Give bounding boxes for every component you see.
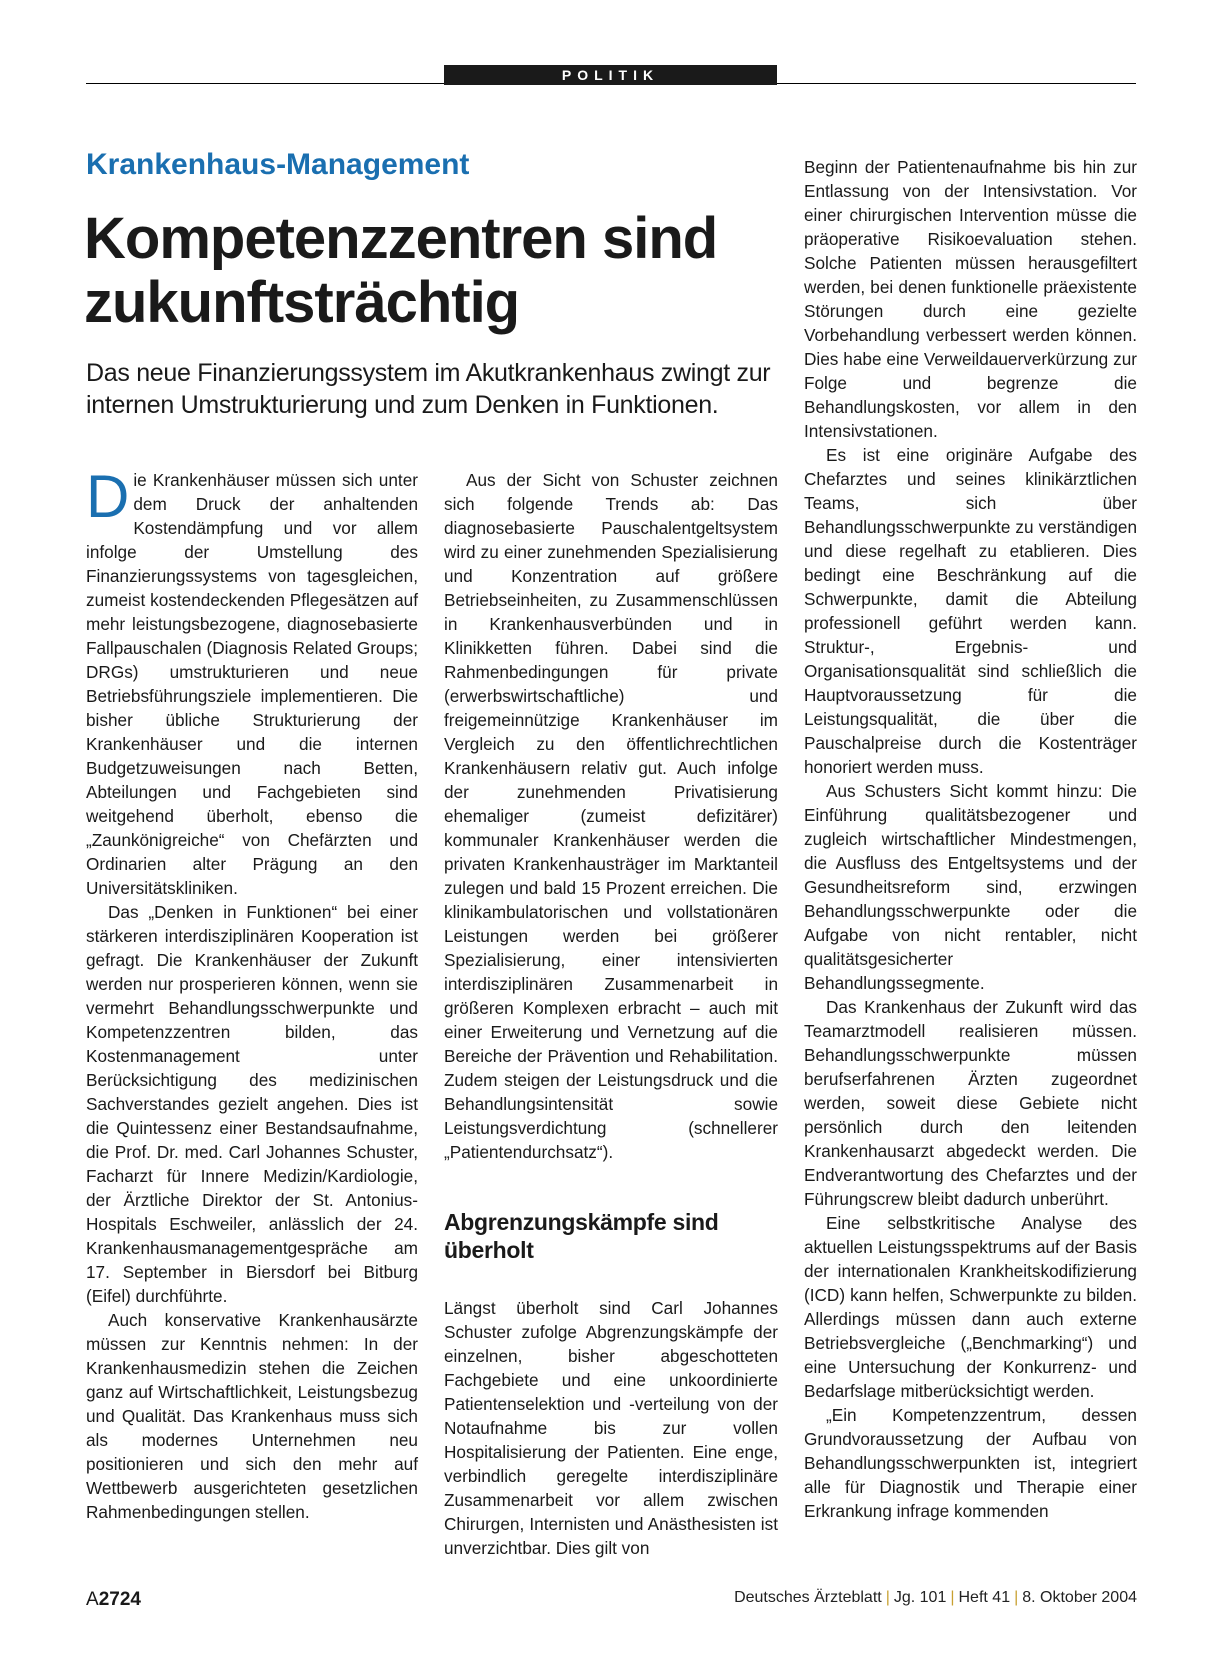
column-2 <box>444 468 778 1560</box>
article-lead: Das neue Finanzierungssystem im Akutkrankenhaus zwingt zur internen Umstrukturierung und zum Denken in Funktionen. <box>86 359 771 419</box>
paragraph: Das „Denken in Funktionen“ bei einer stärkeren interdisziplinären Kooperation ist gefragt. Die Krankenhäuser der Zukunft werden nur prosperieren können, wenn sie vermehrt Behandlungsschwerpunkte und Kompetenzzentren bilden, das Kostenmanagement unter Berücksichtigung des medizinischen Sachverstandes gezielt angehen. Dies ist die Quintessenz einer Bestandsaufnahme, die Prof. Dr. med. Carl Johannes Schuster, Facharzt für Innere Medizin/Kardiologie, der Ärztliche Direktor der St. Antonius-Hospitals Eschweiler, anlässlich der 24. Krankenhausmanagementgespräche am 17. September in Biersdorf bei Bitburg (Eifel) durchführte. <box>86 902 418 1306</box>
paragraph: Aus der Sicht von Schuster zeichnen sich folgende Trends ab: Das diagnosebasierte Pauschalentgeltsystem wird zu einer zunehmenden Spezialisierung und Konzentration auf größere Betriebseinheiten, zu Zusammenschlüssen in Krankenhausverbünden und in Klinikketten führen. Dabei sind die Rahmenbedingungen für private (erwerbswirtschaftliche) und freigemeinnützige Krankenhäuser im Vergleich zu den öffentlichrechtlichen Krankenhäusern relativ gut. Auch infolge der zunehmenden Privatisierung ehemaliger (zumeist defizitärer) kommunaler Krankenhäuser werden die privaten Krankenhausträger im Marktanteil zulegen und bald 15 Prozent erreichen. Die klinikambulatorischen und vollstationären Leistungen werden bei größerer Spezialisierung, einer intensivierten interdisziplinären Zusammenarbeit in größeren Komplexen erbracht – auch mit einer Erweiterung und Vernetzung auf die Bereiche der Prävention und Rehabilitation. Zudem steigen der Leistungsdruck und die Behandlungsintensität sowie Leistungsverdichtung (schnellerer „Patientendurchsatz“). <box>444 470 778 1162</box>
subheading: Abgrenzungskämpfe sind überholt <box>444 1209 719 1263</box>
article-kicker: Krankenhaus-Management <box>86 148 470 181</box>
column-1 <box>86 463 418 1524</box>
journal-issue: Heft 41 <box>958 1589 1011 1606</box>
page-prefix: A <box>86 1589 99 1610</box>
page-number-value: 2724 <box>98 1589 141 1610</box>
dropcap: D <box>86 463 130 530</box>
page-number <box>86 1589 141 1611</box>
paragraph: Beginn der Patientenaufnahme bis hin zur Entlassung von der Intensivstation. Vor einer chirurgischen Intervention müsse die präoperative Risikoevaluation stehen. Solche Patienten müssen herausgefiltert werden, bei denen funktionelle präexistente Störungen durch eine gezielte Vorbehandlung verbessert werden können. Dies habe eine Verweildauerverkürzung zur Folge und begrenze die Behandlungskosten, vor allem in den Intensivstationen. <box>804 157 1137 441</box>
journal-info: Deutsches Ärzteblatt | Jg. 101 | Heft 41 | 8. Oktober 2004 <box>734 1589 1137 1606</box>
journal-volume: Jg. 101 <box>893 1589 947 1606</box>
paragraph-text: ie Krankenhäuser müssen sich unter dem Druck der anhaltenden Kostendämpfung und vor allem infolge der Umstellung des Finanzierungssystems von tagesgleichen, zumeist kostendeckenden Pflegesätzen auf mehr leistungsbezogene, diagnosebasierte Fallpauschalen (Diagnosis Related Groups; DRGs) umstrukturieren und neue Betriebsführungsziele implementieren. Die bisher übliche Strukturierung der Krankenhäuser und die internen Budgetzuweisungen nach Betten, Abteilungen und Fachgebieten sind weitgehend überholt, ebenso die „Zaunkönigreiche“ von Chefärzten und Ordinarien alter Prägung an den Universitätskliniken. <box>86 470 418 898</box>
journal-name: Deutsches Ärzteblatt <box>734 1589 882 1606</box>
paragraph: Längst überholt sind Carl Johannes Schuster zufolge Abgrenzungskämpfe der einzelnen, bisher abgeschotteten Fachgebiete und eine unkoordinierte Patientenselektion und -verteilung von der Notaufnahme bis zur vollen Hospitalisierung der Patienten. Eine enge, verbindlich geregelte interdisziplinäre Zusammenarbeit vor allem zwischen Chirurgen, Internisten und Anästhesisten ist unverzichtbar. Dies gilt von <box>444 1298 778 1558</box>
article-title: Kompetenzzentren sind zukunftsträchtig <box>84 206 718 335</box>
paragraph <box>86 463 418 900</box>
paragraph: Aus Schusters Sicht kommt hinzu: Die Einführung qualitätsbezogener und zugleich wirtschaftlicher Mindestmengen, die Ausfluss des Entgeltsystems und der Gesundheitsreform sind, erzwingen Behandlungsschwerpunkte oder die Aufgabe von nicht rentabler, nicht qualitätsgesicherter Behandlungssegmente. <box>804 781 1137 993</box>
paragraph: Auch konservative Krankenhausärzte müssen zur Kenntnis nehmen: In der Krankenhausmedizin stehen die Zeichen ganz auf Wirtschaftlichkeit, Leistungsbezug und Qualität. Das Krankenhaus muss sich als modernes Unternehmen neu positionieren und sich den mehr auf Wettbewerb ausgerichteten gesetzlichen Rahmenbedingungen stellen. <box>86 1310 418 1522</box>
paragraph: „Ein Kompetenzzentrum, dessen Grundvoraussetzung der Aufbau von Behandlungsschwerpunkten ist, integriert alle für Diagnostik und Therapie einer Erkrankung infrage kommenden <box>804 1405 1137 1521</box>
column-3 <box>804 155 1137 1523</box>
section-label: POLITIK <box>444 65 777 85</box>
journal-date: 8. Oktober 2004 <box>1022 1589 1137 1606</box>
paragraph: Das Krankenhaus der Zukunft wird das Teamarztmodell realisieren müssen. Behandlungsschwerpunkte müssen berufserfahrenen Ärzten zugeordnet werden, soweit diese Gebiete nicht persönlich durch den leitenden Krankenhausarzt abgedeckt werden. Die Endverantwortung des Chefarztes und der Führungscrew bleibt dadurch unberührt. <box>804 997 1137 1209</box>
paragraph: Eine selbstkritische Analyse des aktuellen Leistungsspektrums auf der Basis der internationalen Krankheitskodifizierung (ICD) kann helfen, Schwerpunkte zu bilden. Allerdings müssen dann auch externe Betriebsvergleiche („Benchmarking“) und eine Untersuchung der Konkurrenz- und Bedarfslage mitberücksichtigt werden. <box>804 1213 1137 1401</box>
paragraph: Es ist eine originäre Aufgabe des Chefarztes und seines klinikärztlichen Teams, sich über Behandlungsschwerpunkte zu verständigen und diese regelhaft zu etablieren. Dies bedingt eine Beschränkung auf die Schwerpunkte, damit die Abteilung professionell geführt werden kann. Struktur-, Ergebnis- und Organisationsqualität sind schließlich die Hauptvoraussetzung für die Leistungsqualität, die über die Pauschalpreise durch die Kostenträger honoriert werden muss. <box>804 445 1137 777</box>
